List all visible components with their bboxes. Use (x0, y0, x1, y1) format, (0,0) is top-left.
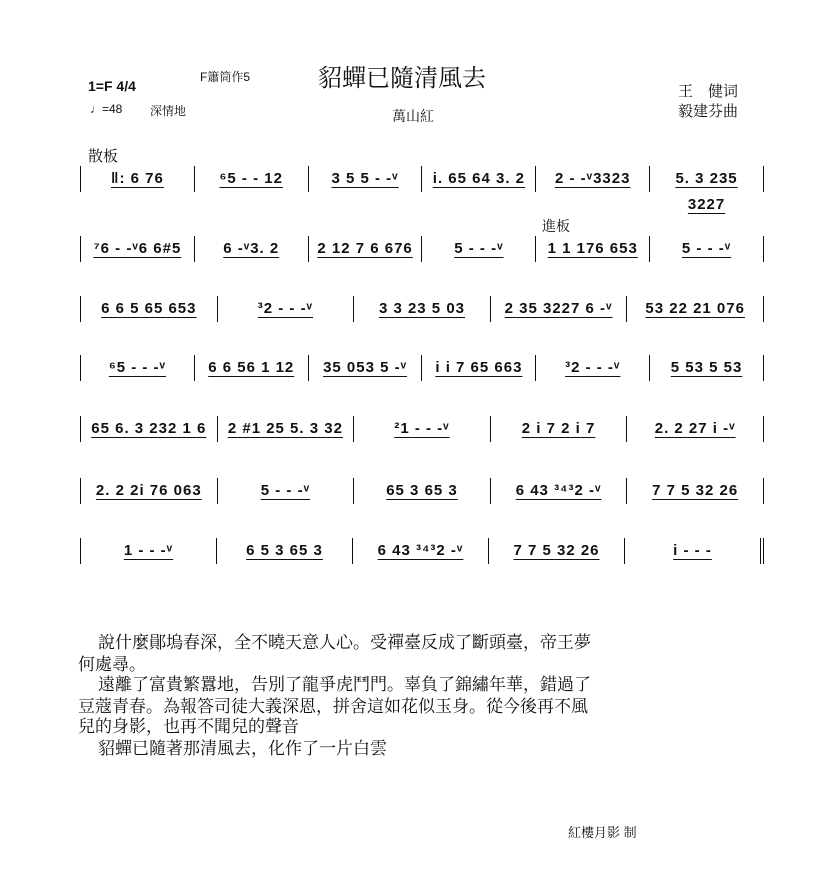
singer: 萬山紅 (392, 108, 434, 124)
lyric-line: 貂蟬已隨著那清風去，化作了一片白雲 (98, 739, 387, 758)
measure: 1 - - -ᵛ (80, 538, 217, 564)
lyricist: 王 健词 (678, 83, 739, 100)
measure: 5 53 5 53 (650, 355, 764, 381)
measure: 3 5 5 - -ᵛ (309, 166, 423, 192)
measure: 6 6 5 65 653 (80, 296, 218, 322)
tempo-change-marking: 進板 (542, 218, 570, 234)
measure: 5 - - -ᵛ (650, 236, 764, 262)
measure: 3 3 23 5 03 (354, 296, 491, 322)
measure: 7 7 5 32 26 (627, 478, 764, 504)
measure: 6 43 ³⁴³2 -ᵛ (491, 478, 628, 504)
measure: 2 12 7 6 676 (309, 236, 423, 262)
measure: 2. 2 27 i -ᵛ (627, 416, 764, 442)
measure: 5 - - -ᵛ (218, 478, 355, 504)
lyric-line: 兒的身影，也再不聞兒的聲音 (78, 717, 299, 736)
measure: ‖: 6 76 (80, 166, 195, 192)
measure: 5. 3 235 3227 (650, 166, 764, 192)
score-line (80, 236, 764, 262)
measure: ⁶5 - - -ᵛ (80, 355, 195, 381)
key-signature (88, 78, 136, 94)
intro-marking: 散板 (88, 148, 119, 165)
measure: ⁷6 - -ᵛ6 6#5 (80, 236, 195, 262)
measure: ⁶5 - - 12 (195, 166, 309, 192)
instrument-note: F簫筒作5 (200, 70, 251, 84)
lyric-line: 何處尋。 (78, 655, 146, 674)
measure: 6 5 3 65 3 (217, 538, 353, 564)
measure: 2. 2 2i 76 063 (80, 478, 218, 504)
time-signature: 4/4 (116, 78, 136, 94)
measure: 65 6. 3 232 1 6 (80, 416, 218, 442)
measure: 65 3 65 3 (354, 478, 491, 504)
measure: i. 65 64 3. 2 (422, 166, 536, 192)
measure: 35 053 5 -ᵛ (309, 355, 423, 381)
score-line (80, 416, 764, 442)
measure: 1 1 176 653 (536, 236, 650, 262)
measure: ²1 - - -ᵛ (354, 416, 491, 442)
expression: 深情地 (150, 104, 187, 118)
score-line (80, 538, 764, 564)
measure: 6 43 ³⁴³2 -ᵛ (353, 538, 489, 564)
composer: 毅建芬曲 (678, 103, 739, 120)
lyric-line: 遠離了富貴繁囂地，告別了龍爭虎鬥門。辜負了錦繡年華，錯過了 (98, 675, 591, 694)
measure: 6 -ᵛ3. 2 (195, 236, 309, 262)
score-line (80, 478, 764, 504)
score-line (80, 296, 764, 322)
measure: ³2 - - -ᵛ (218, 296, 355, 322)
footer-credit: 紅樓月影 制 (568, 825, 637, 840)
measure: 5 - - -ᵛ (422, 236, 536, 262)
measure: 2 #1 25 5. 3 32 (218, 416, 355, 442)
song-title: 貂蟬已隨清風去 (318, 65, 486, 92)
lyric-line: 說什麼鄖塢春深，全不曉天意人心。受禪臺反成了斷頭臺，帝王夢 (98, 633, 591, 652)
measure: 2 i 7 2 i 7 (491, 416, 628, 442)
measure: 53 22 21 076 (627, 296, 764, 322)
measure: 2 - -ᵛ3323 (536, 166, 650, 192)
lyric-line: 豆蔻青春。為報答司徒大義深恩，拼舍這如花似玉身。從今後再不風 (78, 697, 588, 716)
score-line (80, 355, 764, 381)
measure: ³2 - - -ᵛ (536, 355, 650, 381)
measure: 2 35 3227 6 -ᵛ (491, 296, 628, 322)
measure: 6 6 56 1 12 (195, 355, 309, 381)
measure: i - - - (625, 538, 764, 564)
measure: 7 7 5 32 26 (489, 538, 625, 564)
tempo: ♩=48 (90, 102, 123, 116)
key: 1=F (88, 78, 113, 94)
measure: i i 7 65 663 (422, 355, 536, 381)
score-line (80, 166, 764, 213)
